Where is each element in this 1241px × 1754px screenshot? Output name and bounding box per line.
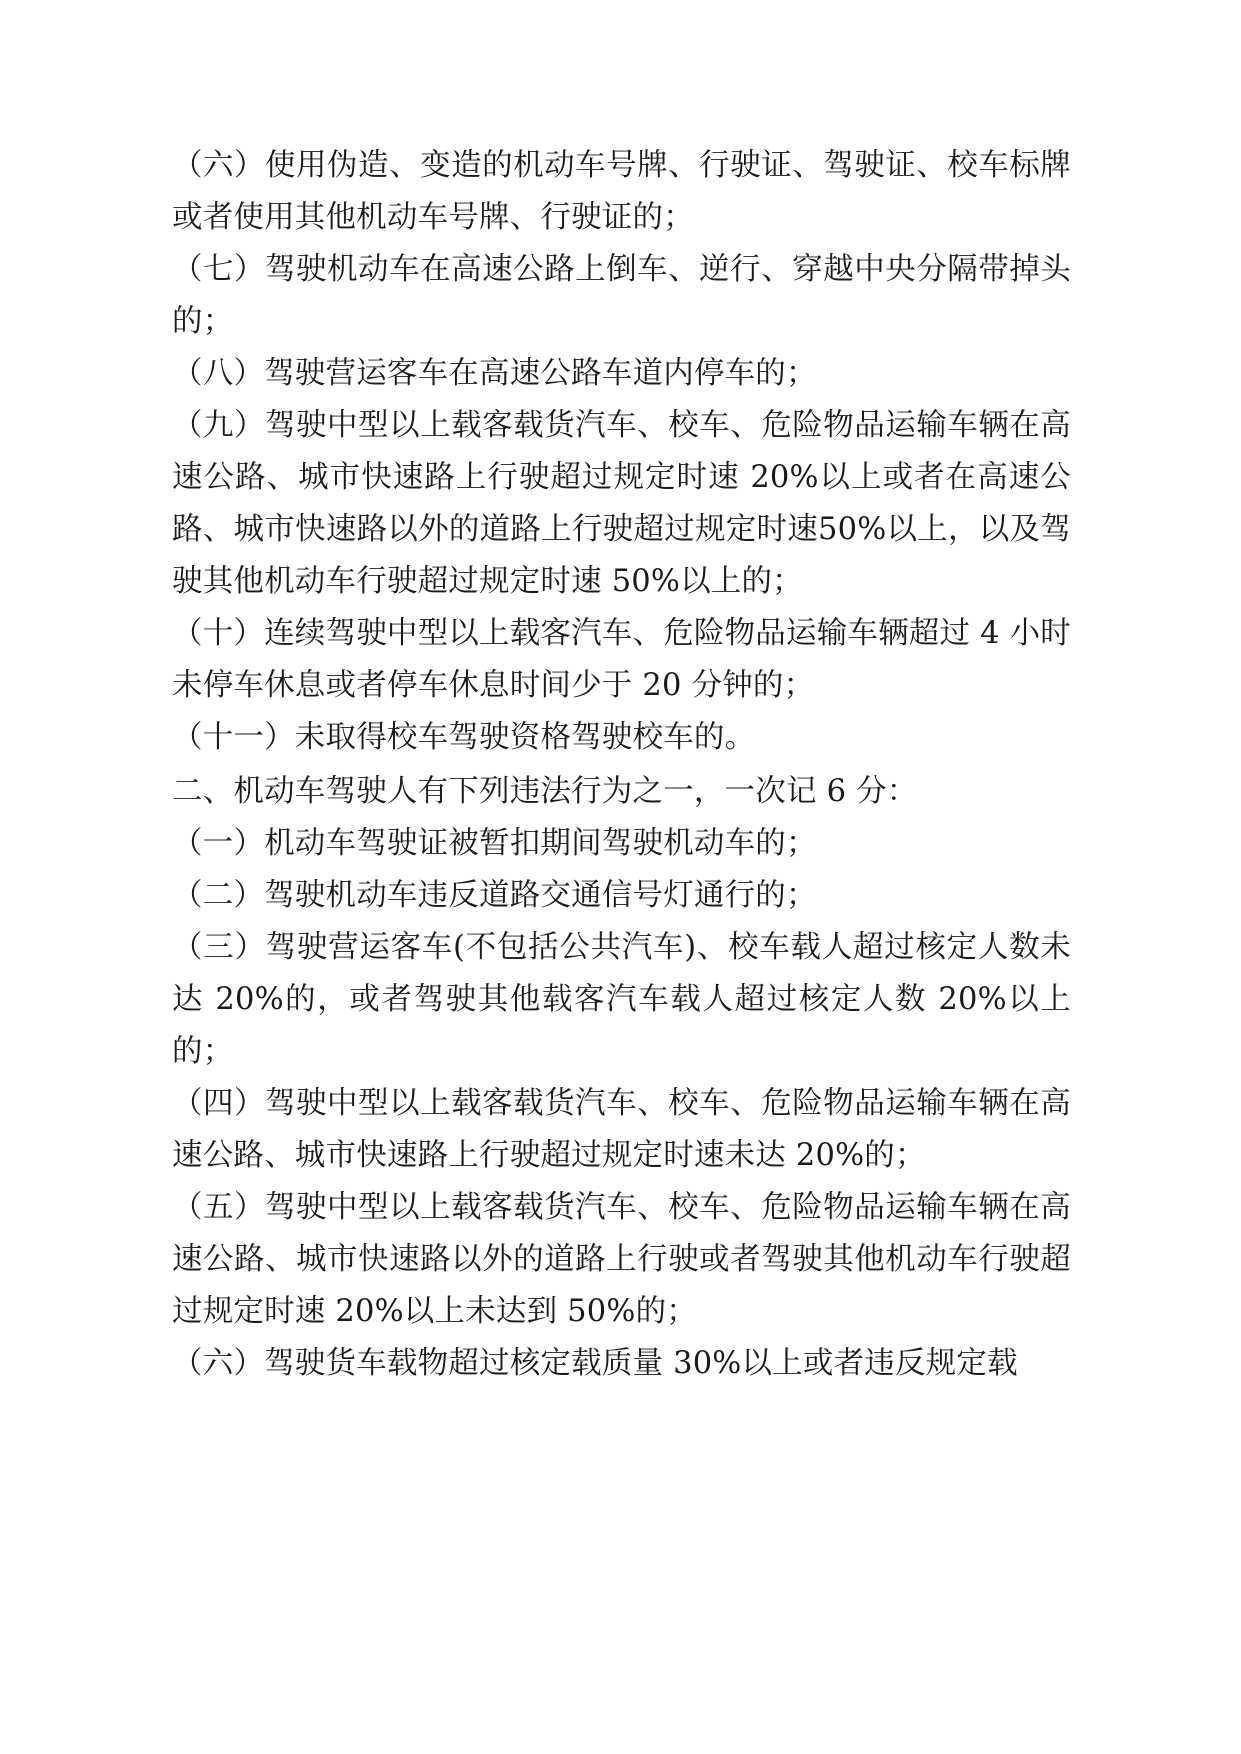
list-item-clause-6: （六）使用伪造、变造的机动车号牌、行驶证、驾驶证、校车标牌或者使用其他机动车号牌、行驶证的； <box>172 148 1071 235</box>
list-item-clause-11: （十一）未取得校车驾驶资格驾驶校车的。 <box>172 720 756 755</box>
list-item-clause-10: （十）连续驾驶中型以上载客汽车、危险物品运输车辆超过 4 小时未停车休息或者停车休息时间少于 20 分钟的； <box>172 616 1071 703</box>
list-item-sub-clause-3: （三）驾驶营运客车(不包括公共汽车)、校车载人超过核定人数未达 20%的，或者驾驶其他载客汽车载人超过核定人数 20%以上的； <box>172 930 1071 1069</box>
list-item-clause-9: （九）驾驶中型以上载客载货汽车、校车、危险物品运输车辆在高速公路、城市快速路上行驶超过规定时速 20%以上或者在高速公路、城市快速路以外的道路上行驶超过规定时速50%以上，以及驾驶其他机动车行驶超过规定时速 50%以上的； <box>172 408 1071 599</box>
list-item-sub-clause-6: （六）驾驶货车载物超过核定载质量 30%以上或者违反规定载 <box>172 1346 1018 1381</box>
list-item-clause-8: （八）驾驶营运客车在高速公路车道内停车的； <box>172 356 817 391</box>
list-item-sub-clause-2: （二）驾驶机动车违反道路交通信号灯通行的； <box>172 878 817 913</box>
document-body <box>172 140 1071 1390</box>
list-item-sub-clause-5: （五）驾驶中型以上载客载货汽车、校车、危险物品运输车辆在高速公路、城市快速路以外的道路上行驶或者驾驶其他机动车行驶超过规定时速 20%以上未达到 50%的； <box>172 1190 1071 1329</box>
section-heading-two: 二、机动车驾驶人有下列违法行为之一，一次记 6 分： <box>172 774 918 809</box>
list-item-sub-clause-4: （四）驾驶中型以上载客载货汽车、校车、危险物品运输车辆在高速公路、城市快速路上行驶超过规定时速未达 20%的； <box>172 1086 1071 1173</box>
list-item-sub-clause-1: （一）机动车驾驶证被暂扣期间驾驶机动车的； <box>172 826 817 861</box>
list-item-clause-7: （七）驾驶机动车在高速公路上倒车、逆行、穿越中央分隔带掉头的； <box>172 252 1071 339</box>
